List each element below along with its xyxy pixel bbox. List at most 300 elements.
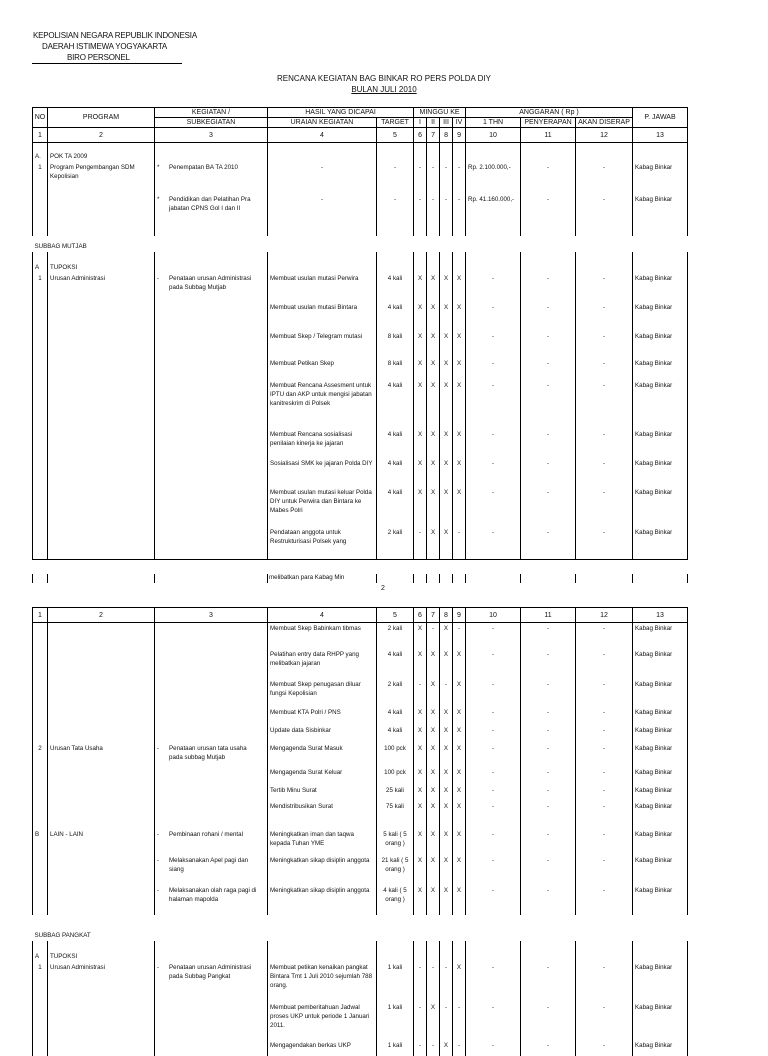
row-week-3: X: [440, 801, 453, 819]
row-uraian: Membuat KTA Polri / PNS: [268, 707, 377, 725]
row-week-4: -: [453, 1002, 466, 1040]
spacer-cell: [155, 262, 268, 273]
row-penyerapan: -: [521, 162, 576, 194]
row-akan: -: [576, 785, 633, 801]
row-week-2: X: [427, 273, 440, 302]
spacer-cell: [427, 143, 440, 152]
row-no: [33, 527, 48, 560]
column-number-row-2: [33, 608, 688, 623]
row-week-1: -: [414, 194, 427, 236]
table-row: [33, 380, 688, 429]
row-pjawab: Kabag Binkar: [633, 725, 688, 743]
row-penyerapan: -: [521, 273, 576, 302]
row-bullet: -: [157, 831, 160, 838]
spacer-cell: [427, 151, 440, 162]
row-uraian: Pendataan anggota untuk Restrukturisasi Polsek yang: [268, 527, 377, 560]
col-w4: IV: [453, 118, 466, 128]
spacer-cell: [414, 941, 427, 951]
spacer-cell: [414, 151, 427, 162]
row-uraian: Membuat Petikan Skep: [268, 358, 377, 380]
row-thn: -: [466, 725, 521, 743]
col-number-3: 3: [155, 608, 268, 623]
spacer-cell: [427, 941, 440, 951]
row-week-1: -: [414, 1040, 427, 1056]
row-penyerapan: -: [521, 380, 576, 429]
spacer-cell: [633, 151, 688, 162]
spacer-cell: [633, 252, 688, 262]
col-number-11: 11: [521, 608, 576, 623]
row-kegiatan: [155, 273, 268, 302]
row-kegiatan: [155, 302, 268, 331]
spacer-cell: [521, 151, 576, 162]
row-week-1: X: [414, 801, 427, 819]
table-row: [33, 801, 688, 819]
col-w2: II: [427, 118, 440, 128]
row-akan: -: [576, 302, 633, 331]
spacer-cell: [155, 819, 268, 829]
row-thn: -: [466, 331, 521, 358]
row-akan: -: [576, 527, 633, 560]
row-uraian: Mengagendakan berkas UKP: [268, 1040, 377, 1056]
spacer-cell: [33, 143, 48, 152]
col-number-12: 12: [576, 608, 633, 623]
col-number-10: 10: [466, 128, 521, 143]
row-week-4: X: [453, 725, 466, 743]
section-letter: A.: [33, 151, 48, 162]
table-row: [33, 487, 688, 527]
spacer-cell: [268, 819, 377, 829]
row-pjawab: Kabag Binkar: [633, 162, 688, 194]
row-program: [48, 1002, 155, 1040]
row-kegiatan: [155, 331, 268, 358]
spacer-cell: [440, 262, 453, 273]
row-target: 2 kali: [377, 679, 414, 707]
carry-tick: [154, 574, 155, 583]
row-program: [48, 623, 155, 650]
row-no: [33, 1040, 48, 1056]
row-target: 8 kali: [377, 358, 414, 380]
row-target: 2 kali: [377, 527, 414, 560]
col-number-12: 12: [576, 128, 633, 143]
row-no: [33, 725, 48, 743]
row-week-1: X: [414, 767, 427, 785]
row-week-2: X: [427, 380, 440, 429]
row-akan: -: [576, 331, 633, 358]
spacer-cell: [427, 252, 440, 262]
row-week-1: X: [414, 302, 427, 331]
row-week-1: X: [414, 380, 427, 429]
row-penyerapan: -: [521, 855, 576, 885]
row-target: 4 kali: [377, 302, 414, 331]
spacer-cell: [440, 252, 453, 262]
row-bullet: -: [157, 887, 160, 894]
spacer-cell: [155, 252, 268, 262]
row-target: 75 kali: [377, 801, 414, 819]
row-akan: -: [576, 194, 633, 236]
col-number-9: 9: [453, 128, 466, 143]
row-uraian: Membuat Skep penugasan diluar fungsi Kepolisian: [268, 679, 377, 707]
row-week-4: X: [453, 679, 466, 707]
spacer-cell: [440, 151, 453, 162]
row-thn: -: [466, 623, 521, 650]
row-kegiatan: [155, 358, 268, 380]
col-subkegiatan: SUBKEGIATAN: [155, 118, 268, 128]
row-penyerapan: -: [521, 649, 576, 679]
col-number-11: 11: [521, 128, 576, 143]
row-kegiatan: [155, 458, 268, 487]
spacer-cell: [521, 819, 576, 829]
row-kegiatan: [155, 487, 268, 527]
row-pjawab: Kabag Binkar: [633, 429, 688, 458]
row-week-3: X: [440, 1040, 453, 1056]
row-pjawab: Kabag Binkar: [633, 707, 688, 725]
spacer-cell: [576, 951, 633, 962]
row-week-2: X: [427, 743, 440, 767]
spacer-cell: [33, 819, 48, 829]
row-thn: -: [466, 962, 521, 1002]
spacer-cell: [576, 819, 633, 829]
row-kegiatan-text: Penataan urusan Administrasi pada Subbag Pangkat: [169, 964, 252, 980]
row-week-3: -: [440, 1002, 453, 1040]
row-program: [48, 649, 155, 679]
row-thn: -: [466, 1040, 521, 1056]
row-pjawab: Kabag Binkar: [633, 855, 688, 885]
row-week-2: X: [427, 331, 440, 358]
spacer-cell: [377, 143, 414, 152]
row-week-3: X: [440, 743, 453, 767]
table-row: [33, 1002, 688, 1040]
row-penyerapan: -: [521, 302, 576, 331]
org-line-2: DAERAH ISTIMEWA YOGYAKARTA: [42, 42, 168, 51]
row-target: 4 kali ( 5 orang ): [377, 885, 414, 915]
row-week-2: X: [427, 785, 440, 801]
row-week-2: X: [427, 358, 440, 380]
row-akan: -: [576, 743, 633, 767]
spacer-cell: [155, 151, 268, 162]
row-kegiatan: [155, 429, 268, 458]
row-uraian: Tertib Minu Surat: [268, 785, 377, 801]
row-week-2: -: [427, 962, 440, 1002]
row-uraian: Pelatihan entry data RHPP yang melibatkan jajaran: [268, 649, 377, 679]
row-week-2: X: [427, 855, 440, 885]
row-week-3: X: [440, 707, 453, 725]
row-program: [48, 1040, 155, 1056]
row-akan: -: [576, 801, 633, 819]
spacer-cell: [466, 252, 521, 262]
table-row: [33, 649, 688, 679]
spacer-cell: [377, 252, 414, 262]
row-kegiatan: [155, 962, 268, 1002]
col-anggaran: ANGGARAN ( Rp ): [466, 108, 633, 118]
spacer-cell: [633, 262, 688, 273]
row-week-3: -: [440, 162, 453, 194]
row-program: Urusan Administrasi: [48, 962, 155, 1002]
row-week-3: X: [440, 331, 453, 358]
row-program: [48, 487, 155, 527]
spacer-cell: [414, 252, 427, 262]
row-uraian: Membuat Rencana Assesment untuk IPTU dan AKP untuk mengisi jabatan kanitreskrim di Polsek: [268, 380, 377, 429]
row-week-1: -: [414, 162, 427, 194]
col-penyerapan: PENYERAPAN: [521, 118, 576, 128]
spacer-cell: [633, 819, 688, 829]
row-akan: -: [576, 487, 633, 527]
activity-table-page-1: [32, 107, 688, 560]
spacer-cell: [268, 252, 377, 262]
spacer-cell: [48, 252, 155, 262]
row-target: 100 pck: [377, 743, 414, 767]
row-target: 4 kali: [377, 380, 414, 429]
row-target: 5 kali ( 5 orang ): [377, 829, 414, 855]
row-akan: -: [576, 623, 633, 650]
row-no: [33, 331, 48, 358]
spacer-cell: [453, 252, 466, 262]
table-row: [33, 725, 688, 743]
row-akan: -: [576, 273, 633, 302]
col-akan: AKAN DISERAP: [576, 118, 633, 128]
row-no: 1: [33, 273, 48, 302]
row-penyerapan: -: [521, 1040, 576, 1056]
row-uraian: -: [268, 194, 377, 236]
table-row: [33, 273, 688, 302]
row-no: [33, 302, 48, 331]
row-week-4: X: [453, 885, 466, 915]
row-week-2: -: [427, 1040, 440, 1056]
row-uraian: Membuat usulan mutasi Bintara: [268, 302, 377, 331]
col-number-10: 10: [466, 608, 521, 623]
table-row: [33, 331, 688, 358]
spacer-cell: [576, 262, 633, 273]
row-program: [48, 380, 155, 429]
col-program: PROGRAM: [48, 108, 155, 128]
spacer-cell: [427, 951, 440, 962]
row-week-4: -: [453, 194, 466, 236]
row-kegiatan-text: Pembinaan rohani / mental: [169, 831, 243, 838]
spacer-cell: [453, 819, 466, 829]
row-penyerapan: -: [521, 194, 576, 236]
row-pjawab: Kabag Binkar: [633, 743, 688, 767]
row-akan: -: [576, 649, 633, 679]
row-kegiatan-text: Pendidikan dan Pelatihan Pra jabatan CPNS Gol I dan II: [169, 196, 251, 212]
table-row: [33, 743, 688, 767]
section-title: LAIN - LAIN: [48, 829, 155, 855]
row-uraian: Mendistribusikan Surat: [268, 801, 377, 819]
row-week-4: X: [453, 767, 466, 785]
carry-tick: [426, 574, 427, 583]
col-kegiatan: KEGIATAN /: [155, 108, 268, 118]
col-pjawab: P. JAWAB: [633, 108, 688, 128]
row-uraian: Membuat usulan mutasi keluar Polda DIY untuk Perwira dan Bintara ke Mabes Polri: [268, 487, 377, 527]
col-number-9: 9: [453, 608, 466, 623]
row-program: [48, 707, 155, 725]
row-target: 25 kali: [377, 785, 414, 801]
row-thn: Rp. 2.100.000,-: [466, 162, 521, 194]
row-kegiatan: [155, 194, 268, 236]
spacer-cell: [377, 951, 414, 962]
row-kegiatan-text: Melaksanakan olah raga pagi di halaman mapolda: [169, 887, 257, 903]
row-no: [33, 785, 48, 801]
row-no: [33, 623, 48, 650]
spacer-cell: [440, 941, 453, 951]
row-program: [48, 855, 155, 885]
row-thn: -: [466, 885, 521, 915]
row-week-2: X: [427, 527, 440, 560]
row-week-4: X: [453, 458, 466, 487]
table-row: [33, 623, 688, 650]
row-week-3: X: [440, 829, 453, 855]
row-week-1: X: [414, 273, 427, 302]
row-week-1: X: [414, 458, 427, 487]
row-week-1: X: [414, 487, 427, 527]
col-w3: III: [440, 118, 453, 128]
row-target: 4 kali: [377, 725, 414, 743]
col-number-8: 8: [440, 128, 453, 143]
row-week-3: X: [440, 649, 453, 679]
row-week-3: X: [440, 302, 453, 331]
spacer-cell: [440, 819, 453, 829]
row-week-1: -: [414, 527, 427, 560]
row-week-2: X: [427, 429, 440, 458]
row-program: [48, 302, 155, 331]
carry-tick: [452, 574, 453, 583]
row-week-1: X: [414, 358, 427, 380]
row-penyerapan: -: [521, 679, 576, 707]
column-number-row: [33, 128, 688, 143]
col-hasil: HASIL YANG DICAPAI: [268, 108, 414, 118]
row-week-4: X: [453, 962, 466, 1002]
row-kegiatan: [155, 707, 268, 725]
spacer-cell: [453, 143, 466, 152]
row-akan: -: [576, 358, 633, 380]
row-no: [33, 487, 48, 527]
section-title: POK TA 2009: [48, 151, 155, 162]
row-week-2: X: [427, 885, 440, 915]
col-number-6: 6: [414, 128, 427, 143]
carry-tick: [439, 574, 440, 583]
row-program: [48, 527, 155, 560]
row-akan: -: [576, 767, 633, 785]
row-pjawab: Kabag Binkar: [633, 1002, 688, 1040]
row-program: [48, 358, 155, 380]
row-penyerapan: -: [521, 331, 576, 358]
col-number-3: 3: [155, 128, 268, 143]
row-target: 4 kali: [377, 429, 414, 458]
row-pjawab: Kabag Binkar: [633, 527, 688, 560]
row-no: 2: [33, 743, 48, 767]
spacer-cell: [48, 143, 155, 152]
row-akan: -: [576, 1040, 633, 1056]
row-no: [33, 458, 48, 487]
row-thn: -: [466, 829, 521, 855]
row-week-1: X: [414, 829, 427, 855]
doc-subtitle: BULAN JULI 2010: [351, 85, 417, 94]
spacer-cell: [33, 941, 48, 951]
row-week-2: X: [427, 458, 440, 487]
row-thn: -: [466, 1002, 521, 1040]
spacer-cell: [268, 941, 377, 951]
spacer-cell: [33, 252, 48, 262]
row-pjawab: Kabag Binkar: [633, 885, 688, 915]
section-letter: A: [33, 951, 48, 962]
col-number-8: 8: [440, 608, 453, 623]
row-pjawab: Kabag Binkar: [633, 380, 688, 429]
row-akan: -: [576, 829, 633, 855]
table-row: [33, 785, 688, 801]
row-program: [48, 679, 155, 707]
spacer-cell: [155, 143, 268, 152]
row-program: Program Pengembangan SDM Kepolisian: [48, 162, 155, 194]
doc-title: RENCANA KEGIATAN BAG BINKAR RO PERS POLDA DIY: [277, 74, 491, 83]
spacer-cell: [466, 151, 521, 162]
row-bullet: *: [157, 164, 160, 171]
spacer-cell: [633, 951, 688, 962]
row-target: 4 kali: [377, 273, 414, 302]
row-penyerapan: -: [521, 725, 576, 743]
row-target: 2 kali: [377, 623, 414, 650]
carry-tick: [575, 574, 576, 583]
col-target: TARGET: [377, 118, 414, 128]
row-week-2: -: [427, 194, 440, 236]
section-title: TUPOKSI: [48, 262, 155, 273]
row-no: [33, 380, 48, 429]
row-week-4: X: [453, 302, 466, 331]
row-akan: -: [576, 855, 633, 885]
spacer-cell: [466, 143, 521, 152]
col-thn: 1 THN: [466, 118, 521, 128]
col-number-4: 4: [268, 608, 377, 623]
carry-tick: [413, 574, 414, 583]
spacer-cell: [377, 819, 414, 829]
col-number-13: 13: [633, 128, 688, 143]
section-letter: A: [33, 262, 48, 273]
row-akan: -: [576, 458, 633, 487]
row-week-3: X: [440, 725, 453, 743]
row-week-4: X: [453, 707, 466, 725]
carry-text: melibatkan para Kabag Min: [269, 574, 345, 581]
row-week-3: X: [440, 429, 453, 458]
row-uraian: -: [268, 162, 377, 194]
row-week-4: -: [453, 162, 466, 194]
spacer-cell: [440, 143, 453, 152]
row-pjawab: Kabag Binkar: [633, 623, 688, 650]
row-week-2: X: [427, 302, 440, 331]
row-bullet: -: [157, 964, 160, 971]
row-pjawab: Kabag Binkar: [633, 829, 688, 855]
row-thn: Rp. 41.160.000,-: [466, 194, 521, 236]
col-no: NO: [33, 108, 48, 128]
row-uraian: Mengagenda Surat Keluar: [268, 767, 377, 785]
spacer-cell: [268, 143, 377, 152]
row-week-1: -: [414, 962, 427, 1002]
row-akan: -: [576, 707, 633, 725]
spacer-cell: [268, 951, 377, 962]
row-week-3: X: [440, 358, 453, 380]
row-week-4: X: [453, 273, 466, 302]
row-week-3: X: [440, 855, 453, 885]
row-target: -: [377, 194, 414, 236]
row-uraian: Meningkatkan sikap disiplin anggota: [268, 885, 377, 915]
row-thn: -: [466, 380, 521, 429]
row-akan: -: [576, 679, 633, 707]
row-week-4: X: [453, 743, 466, 767]
spacer-cell: [521, 143, 576, 152]
row-week-3: -: [440, 679, 453, 707]
row-week-2: X: [427, 707, 440, 725]
table-row: [33, 962, 688, 1002]
spacer-cell: [440, 951, 453, 962]
row-kegiatan: [155, 679, 268, 707]
table-row: [33, 358, 688, 380]
row-kegiatan: [155, 885, 268, 915]
